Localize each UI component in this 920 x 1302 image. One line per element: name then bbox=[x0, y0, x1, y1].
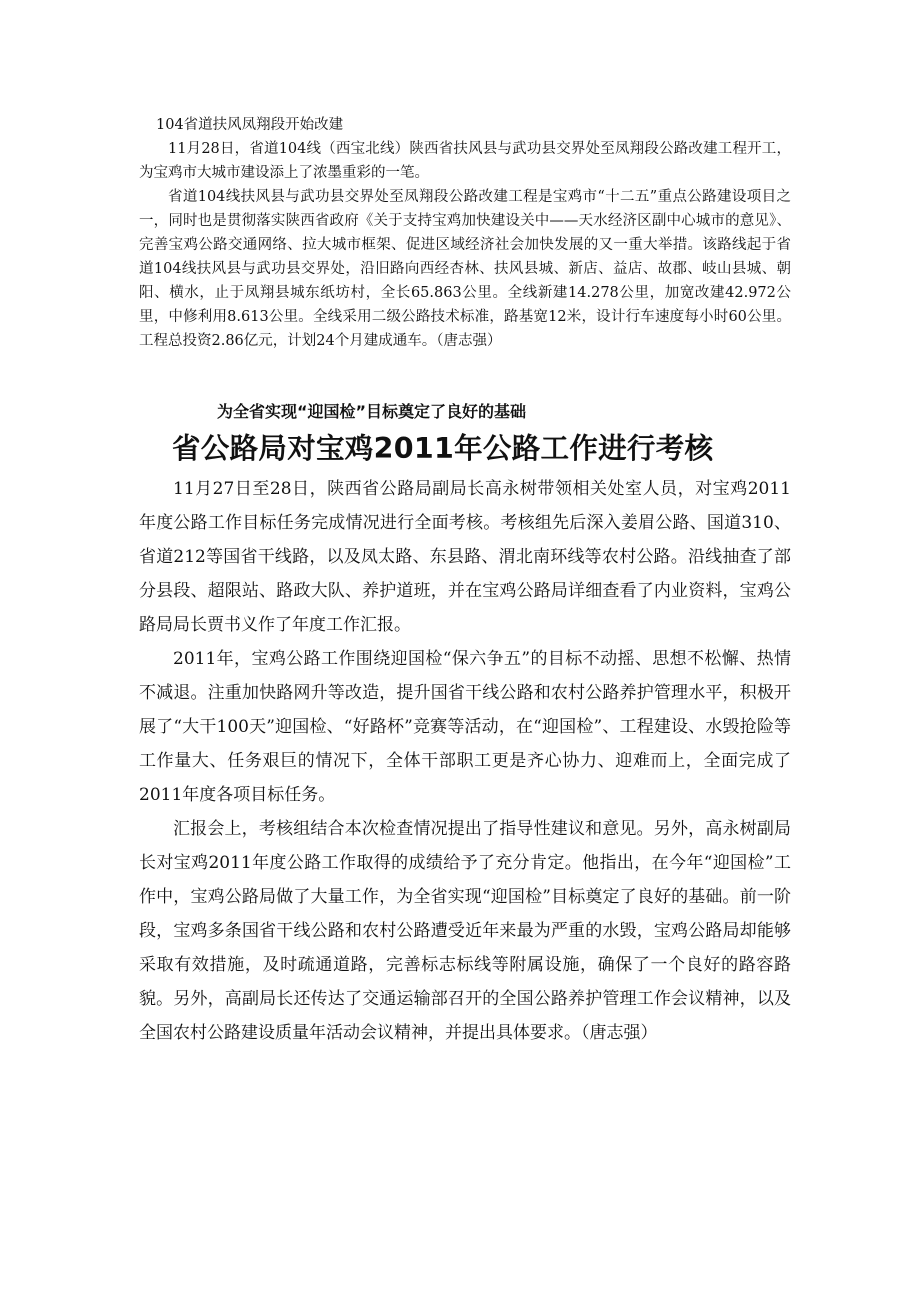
article-subtitle: 为全省实现“迎国检”目标奠定了良好的基础 bbox=[217, 402, 527, 421]
article-paragraph: 11月28日，省道104线（西宝北线）陕西省扶风县与武功县交界处至凤翔段公路改建工程开工，为宝鸡市大城市建设添上了浓墨重彩的一笔。 bbox=[139, 141, 791, 181]
article-road-104 bbox=[139, 113, 791, 353]
article-title: 104省道扶风凤翔段开始改建 bbox=[156, 117, 344, 133]
article-headline: 省公路局对宝鸡2011年公路工作进行考核 bbox=[172, 432, 714, 465]
article-baoji-assessment bbox=[139, 398, 791, 1050]
article-paragraph: 11月27日至28日，陕西省公路局副局长高永树带领相关处室人员，对宝鸡2011年度公路工作目标任务完成情况进行全面考核。考核组先后深入姜眉公路、国道310、省道212等国省干线路，以及凤太路、东县路、渭北南环线等农村公路。沿线抽查了部分县段、超限站、路政大队、养护道班，并在宝鸡公路局详细查看了内业资料，宝鸡公路局局长贾书义作了年度工作汇报。 bbox=[139, 479, 791, 635]
article-paragraph: 2011年，宝鸡公路工作围绕迎国检“保六争五”的目标不动摇、思想不松懈、热情不减退。注重加快路网升等改造，提升国省干线公路和农村公路养护管理水平，积极开展了“大干100天”迎国检、“好路杯”竞赛等活动，在“迎国检”、工程建设、水毁抢险等工作量大、任务艰巨的情况下，全体干部职工更是齐心协力、迎难而上，全面完成了2011年度各项目标任务。 bbox=[139, 649, 791, 805]
article-paragraph: 汇报会上，考核组结合本次检查情况提出了指导性建议和意见。另外，高永树副局长对宝鸡2011年度公路工作取得的成绩给予了充分肯定。他指出，在今年“迎国检”工作中，宝鸡公路局做了大量工作，为全省实现“迎国检”目标奠定了良好的基础。前一阶段，宝鸡多条国省干线公路和农村公路遭受近年来最为严重的水毁，宝鸡公路局却能够采取有效措施，及时疏通道路，完善标志标线等附属设施，确保了一个良好的路容路貌。另外，高副局长还传达了交通运输部召开的全国公路养护管理工作会议精神，以及全国农村公路建设质量年活动会议精神，并提出具体要求。（唐志强） bbox=[139, 819, 791, 1043]
article-paragraph: 省道104线扶风县与武功县交界处至凤翔段公路改建工程是宝鸡市“十二五”重点公路建设项目之一，同时也是贯彻落实陕西省政府《关于支持宝鸡加快建设关中——天水经济区副中心城市的意见》、完善宝鸡公路交通网络、拉大城市框架、促进区域经济社会加快发展的又一重大举措。该路线起于省道104线扶风县与武功县交界处，沿旧路向西经杏林、扶风县城、新店、益店、故郡、岐山县城、朝阳、横水，止于凤翔县城东纸坊村，全长65.863公里。全线新建14.278公里，加宽改建42.972公里，中修利用8.613公里。全线采用二级公路技术标准，路基宽12米，设计行车速度每小时60公里。工程总投资2.86亿元，计划24个月建成通车。（唐志强） bbox=[139, 189, 791, 349]
